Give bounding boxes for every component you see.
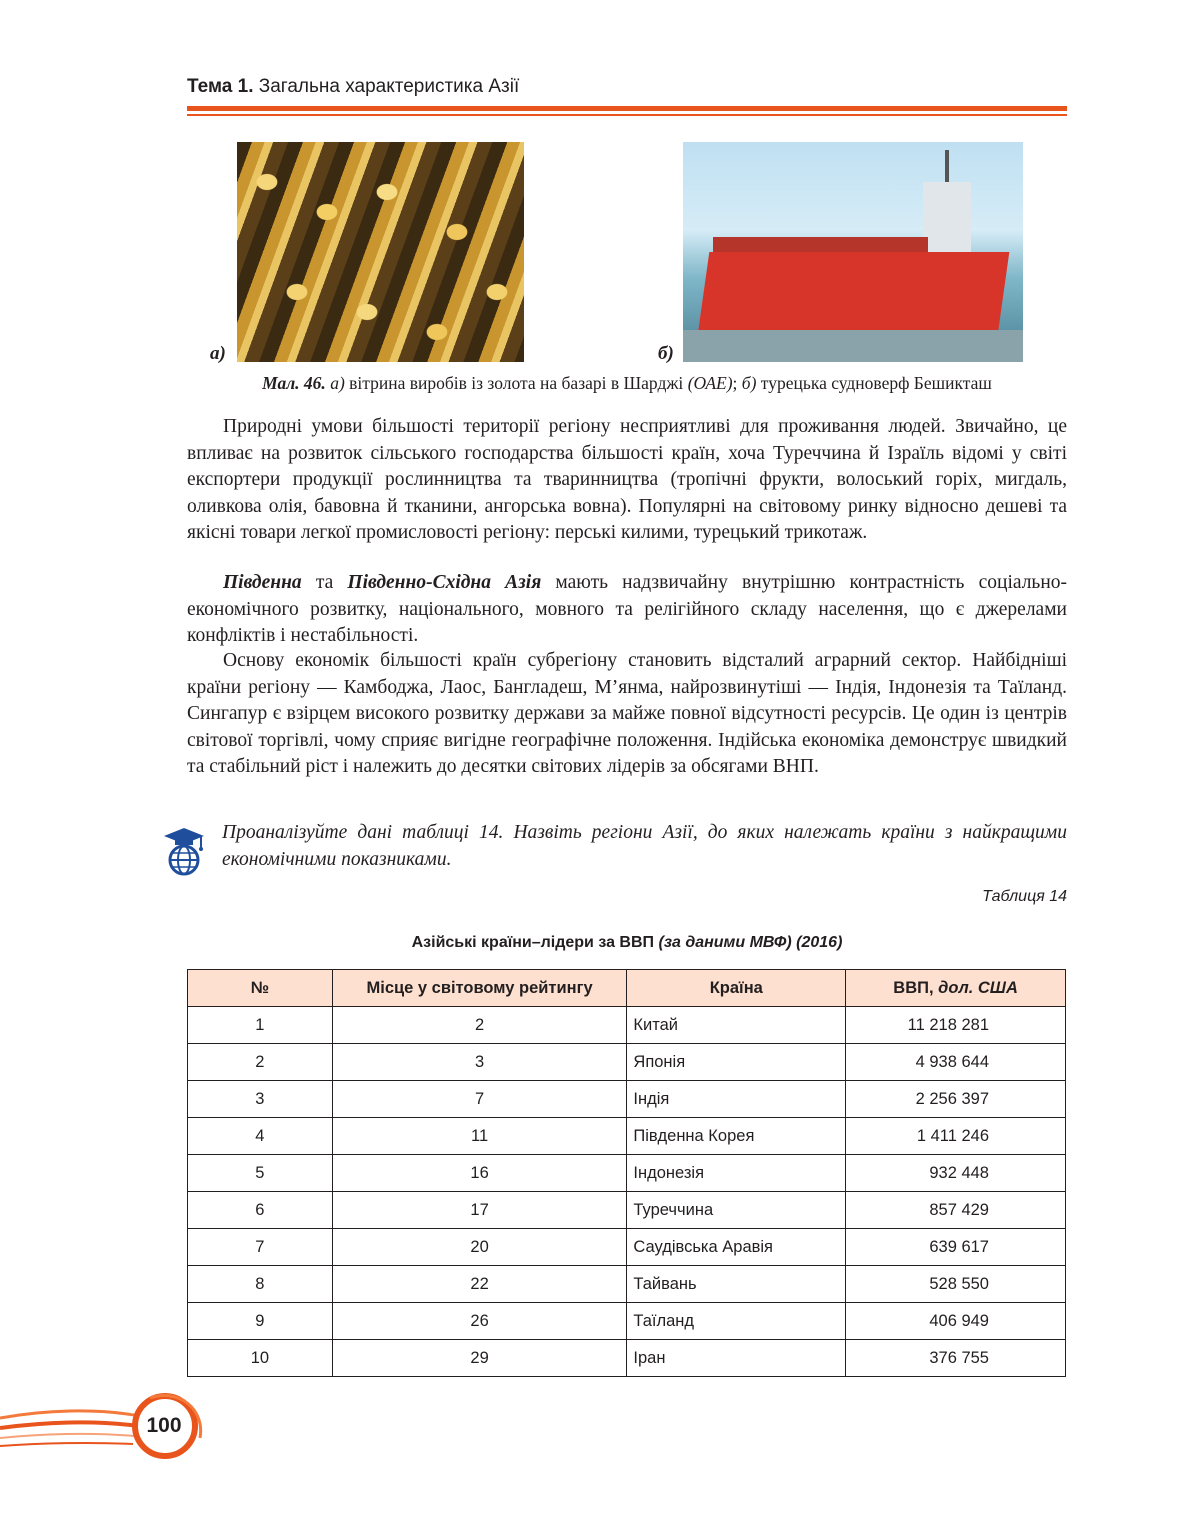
page-header <box>187 76 1067 98</box>
photo-a-label: а) <box>210 343 226 364</box>
paragraph-south-asia <box>187 570 1067 650</box>
cell-gdp: 639 617 <box>846 1229 1066 1266</box>
cell-number: 10 <box>188 1340 333 1377</box>
ship-mast <box>945 150 949 184</box>
table-title-source: (за даними МВФ) (2016) <box>658 934 843 951</box>
cell-rank: 22 <box>332 1266 627 1303</box>
cell-country: Індія <box>627 1081 846 1118</box>
table-row <box>188 1007 1066 1044</box>
header-rule-thick <box>187 106 1067 111</box>
ship-deck <box>713 237 928 253</box>
table-row <box>188 1044 1066 1081</box>
cell-rank: 2 <box>332 1007 627 1044</box>
table-title <box>187 934 1067 952</box>
cell-number: 7 <box>188 1229 333 1266</box>
table-row <box>188 1081 1066 1118</box>
caption-a-country: (ОАЕ) <box>687 373 733 393</box>
table-row <box>188 1266 1066 1303</box>
ship-hull <box>697 252 1010 342</box>
gdp-table <box>187 969 1066 1377</box>
figure-caption: Мал. 46. а) вітрина виробів із золота на базарі в Шарджі (ОАЕ); б) турецька судноверф Бешикташ <box>262 373 992 393</box>
cell-gdp: 4 938 644 <box>846 1044 1066 1081</box>
cell-number: 1 <box>188 1007 333 1044</box>
cell-rank: 20 <box>332 1229 627 1266</box>
cell-rank: 7 <box>332 1081 627 1118</box>
cell-number: 2 <box>188 1044 333 1081</box>
cell-country: Тайвань <box>627 1266 846 1303</box>
table-header-row <box>188 970 1066 1007</box>
cell-gdp: 376 755 <box>846 1340 1066 1377</box>
cell-country: Китай <box>627 1007 846 1044</box>
southeast-asia-term: Південно-Східна Азія <box>347 572 542 593</box>
cell-country: Індонезія <box>627 1155 846 1192</box>
cell-number: 9 <box>188 1303 333 1340</box>
cell-rank: 29 <box>332 1340 627 1377</box>
caption-b-label: б) <box>741 373 757 393</box>
cell-gdp: 11 218 281 <box>846 1007 1066 1044</box>
header-rank: Місце у світовому рейтингу <box>332 970 627 1007</box>
caption-b-text: турецька судноверф Бешикташ <box>760 373 992 393</box>
header-gdp <box>846 970 1066 1007</box>
shipyard-photo <box>683 142 1023 362</box>
cell-country: Таїланд <box>627 1303 846 1340</box>
cell-gdp: 528 550 <box>846 1266 1066 1303</box>
task-text: Проаналізуйте дані таблиці 14. Назвіть регіони Азії, до яких належать країни з найкращими економічними показниками. <box>222 822 1067 870</box>
cell-gdp: 2 256 397 <box>846 1081 1066 1118</box>
caption-number: Мал. 46. <box>262 373 326 393</box>
cell-gdp: 932 448 <box>846 1155 1066 1192</box>
table-row <box>188 1155 1066 1192</box>
table-title-main: Азійські країни–лідери за ВВП <box>411 934 655 951</box>
cell-rank: 3 <box>332 1044 627 1081</box>
table-row <box>188 1118 1066 1155</box>
header-gdp-label: ВВП, <box>893 978 934 997</box>
cell-gdp: 406 949 <box>846 1303 1066 1340</box>
cell-rank: 26 <box>332 1303 627 1340</box>
page-swoosh-decoration <box>0 1380 230 1490</box>
graduation-globe-icon <box>160 826 206 876</box>
p2-conjunction: та <box>301 572 348 593</box>
ship-bridge <box>923 182 971 254</box>
header-country: Країна <box>627 970 846 1007</box>
gold-showcase-photo <box>237 142 524 362</box>
header-gdp-unit: дол. США <box>938 978 1018 997</box>
p2-rest: мають надзвичайну внутрішню контрастність соціально-економічного розвитку, національного, мовного та релігійного складу населення, що є джерелами конфліктів і нестабільності. <box>187 572 1067 647</box>
cell-number: 3 <box>188 1081 333 1118</box>
cell-number: 6 <box>188 1192 333 1229</box>
header-rule-thin <box>187 114 1067 116</box>
cell-rank: 17 <box>332 1192 627 1229</box>
cell-rank: 16 <box>332 1155 627 1192</box>
topic-title: Загальна характеристика Азії <box>258 76 520 97</box>
topic-label: Тема 1. <box>187 76 254 97</box>
cell-gdp: 857 429 <box>846 1192 1066 1229</box>
ship-launch-foam <box>683 330 1023 362</box>
cell-number: 4 <box>188 1118 333 1155</box>
header-number: № <box>188 970 333 1007</box>
table-row <box>188 1303 1066 1340</box>
photo-b-label: б) <box>658 343 674 364</box>
cell-country: Японія <box>627 1044 846 1081</box>
caption-a-label: а) <box>330 373 345 393</box>
table-number: Таблиця 14 <box>982 888 1067 905</box>
table-row <box>188 1340 1066 1377</box>
cell-number: 5 <box>188 1155 333 1192</box>
paragraph-natural-conditions: Природні умови більшості території регіону несприятливі для проживання людей. Звичайно, це впливає на розвиток сільського господарства більшості країн, хоча Туреччина й Ізраїль відомі у світі експортери продукції рослинництва та тваринництва (тропічні фрукти, волоський горіх, мигдаль, оливкова олія, бавовна й тканини, ангорська вовна). Популярні на світовому ринку відносно дешеві та якісні товари легкої промисловості регіону: перські килими, турецький трикотаж. <box>187 416 1067 544</box>
cell-country: Туреччина <box>627 1192 846 1229</box>
caption-a-text: вітрина виробів із золота на базарі в Шарджі <box>349 373 684 393</box>
cell-country: Саудівська Аравія <box>627 1229 846 1266</box>
table-row <box>188 1192 1066 1229</box>
south-asia-term: Південна <box>223 572 302 593</box>
cell-rank: 11 <box>332 1118 627 1155</box>
table-row <box>188 1229 1066 1266</box>
paragraph-economy: Основу економік більшості країн субрегіону становить відсталий аграрний сектор. Найбідніші країни регіону — Камбоджа, Лаос, Бангладеш, М’янма, найрозвинутіші — Індія, Індонезія та Таїланд. Сингапур є взірцем високого розвитку держави за майже повної відсутності ресурсів. Це один із центрів світової торгівлі, чому сприяє вигідне географічне положення. Індійська економіка демонструє швидкий та стабільний ріст і належить до десятки світових лідерів за обсягами ВНП. <box>187 650 1067 778</box>
cell-country: Іран <box>627 1340 846 1377</box>
cell-number: 8 <box>188 1266 333 1303</box>
cell-gdp: 1 411 246 <box>846 1118 1066 1155</box>
cell-country: Південна Корея <box>627 1118 846 1155</box>
page-number: 100 <box>146 1414 182 1437</box>
